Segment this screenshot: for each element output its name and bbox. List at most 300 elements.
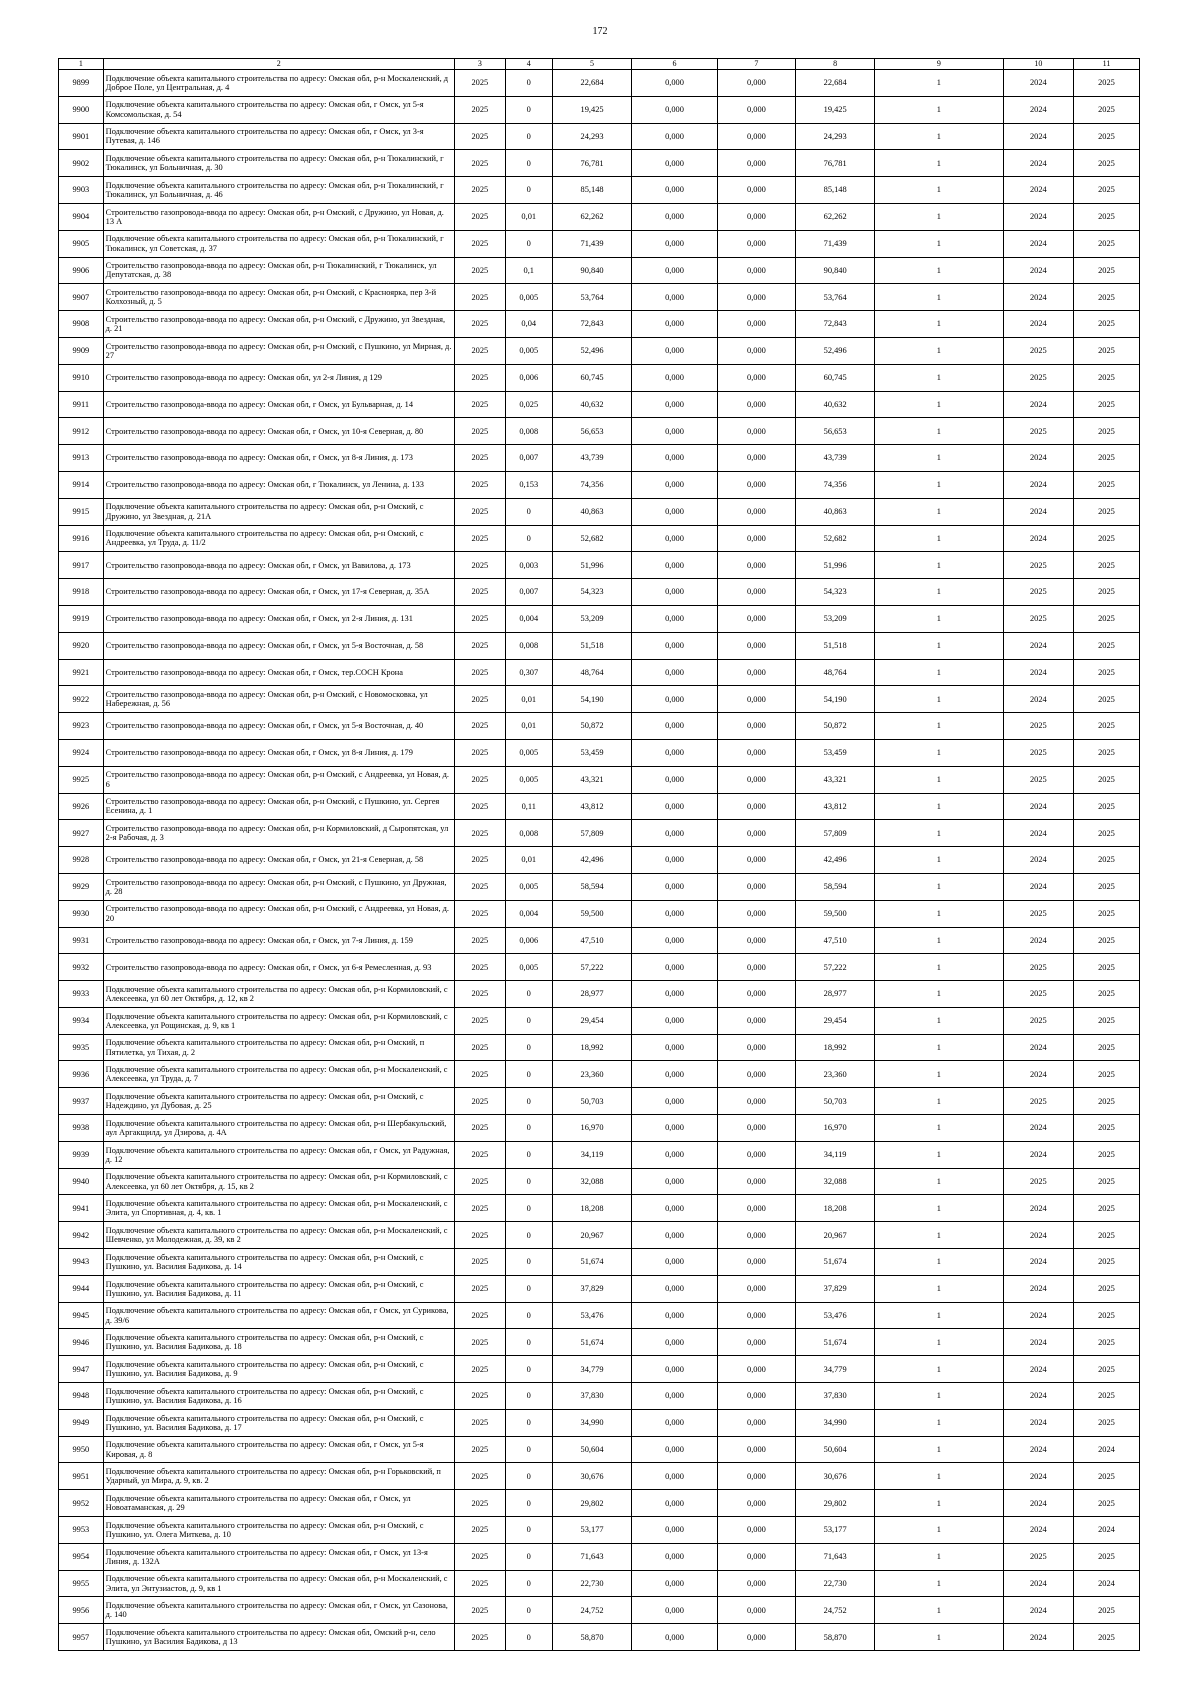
cell-length: 0,003: [505, 552, 552, 579]
cell-end-year: 2025: [1073, 1061, 1139, 1088]
cell-cost-total: 58,594: [552, 873, 632, 900]
cell-cost-col-7: 0,000: [717, 471, 796, 498]
cell-quantity: 1: [875, 659, 1004, 686]
cell-start-year: 2025: [1003, 337, 1073, 364]
cell-cost-col-6: 0,000: [632, 230, 717, 257]
cell-cost-col-7: 0,000: [717, 1275, 796, 1302]
cell-object-description: Подключение объекта капитального строительства по адресу: Омская обл, р-н Омский, с Пушкино, ул. Василия Бадикова, д. 9: [103, 1356, 454, 1383]
cell-year: 2025: [454, 445, 505, 472]
cell-cost-col-7: 0,000: [717, 230, 796, 257]
cell-cost-col-8: 51,996: [796, 552, 875, 579]
cell-year: 2025: [454, 284, 505, 311]
table-header: [59, 59, 1140, 70]
cell-row-number: 9951: [59, 1463, 104, 1490]
cell-quantity: 1: [875, 686, 1004, 713]
cell-row-number: 9943: [59, 1249, 104, 1276]
cell-cost-total: 51,996: [552, 552, 632, 579]
cell-start-year: 2024: [1003, 1517, 1073, 1544]
cell-quantity: 1: [875, 1061, 1004, 1088]
table-row: [59, 257, 1140, 284]
cell-object-description: Подключение объекта капитального строительства по адресу: Омская обл, г Омск, ул 3-я Путевая, д. 146: [103, 123, 454, 150]
cell-cost-total: 52,682: [552, 525, 632, 552]
cell-cost-col-8: 72,843: [796, 311, 875, 338]
table-row: [59, 1436, 1140, 1463]
cell-cost-col-7: 0,000: [717, 391, 796, 418]
cell-length: 0: [505, 1061, 552, 1088]
cell-length: 0: [505, 1222, 552, 1249]
cell-cost-total: 53,764: [552, 284, 632, 311]
table-row: [59, 471, 1140, 498]
cell-cost-col-6: 0,000: [632, 1409, 717, 1436]
cell-end-year: 2025: [1073, 847, 1139, 874]
cell-cost-col-6: 0,000: [632, 1275, 717, 1302]
cell-cost-col-7: 0,000: [717, 1249, 796, 1276]
cell-start-year: 2024: [1003, 391, 1073, 418]
table-row: [59, 1195, 1140, 1222]
cell-cost-col-8: 18,992: [796, 1034, 875, 1061]
cell-length: 0: [505, 1168, 552, 1195]
cell-cost-total: 30,676: [552, 1463, 632, 1490]
table-row: [59, 900, 1140, 927]
cell-length: 0: [505, 1517, 552, 1544]
cell-cost-col-6: 0,000: [632, 1517, 717, 1544]
cell-start-year: 2024: [1003, 1570, 1073, 1597]
cell-cost-col-8: 20,967: [796, 1222, 875, 1249]
cell-start-year: 2024: [1003, 1034, 1073, 1061]
cell-quantity: 1: [875, 739, 1004, 766]
cell-object-description: Строительство газопровода-ввода по адресу: Омская обл, р-н Омский, с Красноярка, пер 3-й Колхозный, д. 5: [103, 284, 454, 311]
cell-object-description: Строительство газопровода-ввода по адресу: Омская обл, г Омск, ул Вавилова, д. 173: [103, 552, 454, 579]
cell-object-description: Подключение объекта капитального строительства по адресу: Омская обл, р-н Горьковский, п Ударный, ул Мира, д. 9, кв. 2: [103, 1463, 454, 1490]
cell-start-year: 2024: [1003, 873, 1073, 900]
cell-cost-col-8: 18,208: [796, 1195, 875, 1222]
cell-start-year: 2025: [1003, 739, 1073, 766]
cell-cost-col-6: 0,000: [632, 793, 717, 820]
cell-cost-col-6: 0,000: [632, 498, 717, 525]
cell-cost-col-7: 0,000: [717, 820, 796, 847]
cell-cost-col-6: 0,000: [632, 686, 717, 713]
cell-cost-total: 57,809: [552, 820, 632, 847]
cell-end-year: 2025: [1073, 1222, 1139, 1249]
cell-cost-col-6: 0,000: [632, 445, 717, 472]
cell-quantity: 1: [875, 552, 1004, 579]
cell-end-year: 2025: [1073, 659, 1139, 686]
cell-length: 0,153: [505, 471, 552, 498]
cell-cost-col-7: 0,000: [717, 927, 796, 954]
cell-length: 0: [505, 70, 552, 97]
cell-end-year: 2025: [1073, 1329, 1139, 1356]
cell-quantity: 1: [875, 391, 1004, 418]
cell-cost-total: 50,604: [552, 1436, 632, 1463]
table-row: [59, 391, 1140, 418]
cell-row-number: 9925: [59, 766, 104, 793]
cell-year: 2025: [454, 391, 505, 418]
cell-cost-total: 53,209: [552, 605, 632, 632]
cell-start-year: 2025: [1003, 1543, 1073, 1570]
cell-row-number: 9913: [59, 445, 104, 472]
cell-cost-total: 43,812: [552, 793, 632, 820]
cell-end-year: 2025: [1073, 579, 1139, 606]
cell-cost-total: 57,222: [552, 954, 632, 981]
cell-cost-col-6: 0,000: [632, 1222, 717, 1249]
cell-quantity: 1: [875, 123, 1004, 150]
cell-quantity: 1: [875, 284, 1004, 311]
cell-end-year: 2025: [1073, 123, 1139, 150]
cell-object-description: Строительство газопровода-ввода по адресу: Омская обл, р-н Омский, с Пушкино, ул. Сергея Есенина, д. 1: [103, 793, 454, 820]
cell-quantity: 1: [875, 418, 1004, 445]
cell-row-number: 9957: [59, 1624, 104, 1651]
cell-cost-total: 34,990: [552, 1409, 632, 1436]
cell-cost-col-6: 0,000: [632, 1543, 717, 1570]
cell-end-year: 2025: [1073, 1543, 1139, 1570]
cell-cost-col-8: 37,830: [796, 1383, 875, 1410]
cell-quantity: 1: [875, 1409, 1004, 1436]
cell-cost-total: 51,674: [552, 1329, 632, 1356]
column-header-4: 4: [505, 59, 552, 70]
cell-length: 0,01: [505, 713, 552, 740]
cell-length: 0,006: [505, 927, 552, 954]
column-header-9: 9: [875, 59, 1004, 70]
cell-cost-col-7: 0,000: [717, 257, 796, 284]
cell-cost-col-8: 58,594: [796, 873, 875, 900]
table-row: [59, 70, 1140, 97]
cell-row-number: 9947: [59, 1356, 104, 1383]
cell-object-description: Подключение объекта капитального строительства по адресу: Омская обл, р-н Омский, с Пушкино, ул. Василия Бадикова, д. 11: [103, 1275, 454, 1302]
cell-cost-col-8: 48,764: [796, 659, 875, 686]
cell-end-year: 2025: [1073, 337, 1139, 364]
cell-end-year: 2024: [1073, 1436, 1139, 1463]
cell-row-number: 9908: [59, 311, 104, 338]
cell-quantity: 1: [875, 1543, 1004, 1570]
cell-year: 2025: [454, 1168, 505, 1195]
cell-start-year: 2025: [1003, 981, 1073, 1008]
cell-start-year: 2024: [1003, 177, 1073, 204]
table-row: [59, 1007, 1140, 1034]
cell-year: 2025: [454, 1088, 505, 1115]
cell-cost-col-8: 59,500: [796, 900, 875, 927]
cell-object-description: Подключение объекта капитального строительства по адресу: Омская обл, р-н Шербакульский, аул Аргакщилд, ул Дзирова, д. 4А: [103, 1115, 454, 1142]
cell-quantity: 1: [875, 1490, 1004, 1517]
cell-end-year: 2025: [1073, 1624, 1139, 1651]
cell-cost-col-8: 22,684: [796, 70, 875, 97]
cell-cost-total: 18,992: [552, 1034, 632, 1061]
cell-object-description: Подключение объекта капитального строительства по адресу: Омская обл, р-н Омский, с Пушкино, ул. Василия Бадикова, д. 14: [103, 1249, 454, 1276]
cell-cost-col-8: 74,356: [796, 471, 875, 498]
cell-year: 2025: [454, 525, 505, 552]
cell-cost-col-8: 51,674: [796, 1329, 875, 1356]
cell-start-year: 2024: [1003, 471, 1073, 498]
cell-cost-col-8: 90,840: [796, 257, 875, 284]
cell-quantity: 1: [875, 900, 1004, 927]
cell-length: 0,025: [505, 391, 552, 418]
cell-year: 2025: [454, 605, 505, 632]
cell-cost-col-8: 40,863: [796, 498, 875, 525]
cell-start-year: 2025: [1003, 1088, 1073, 1115]
cell-cost-col-8: 29,802: [796, 1490, 875, 1517]
cell-cost-col-7: 0,000: [717, 364, 796, 391]
table-row: [59, 1115, 1140, 1142]
cell-end-year: 2025: [1073, 284, 1139, 311]
cell-quantity: 1: [875, 1168, 1004, 1195]
cell-start-year: 2025: [1003, 1168, 1073, 1195]
cell-start-year: 2024: [1003, 847, 1073, 874]
cell-cost-col-7: 0,000: [717, 1302, 796, 1329]
cell-row-number: 9956: [59, 1597, 104, 1624]
cell-cost-col-7: 0,000: [717, 498, 796, 525]
table-row: [59, 177, 1140, 204]
cell-start-year: 2024: [1003, 1141, 1073, 1168]
cell-year: 2025: [454, 1249, 505, 1276]
cell-cost-total: 37,830: [552, 1383, 632, 1410]
cell-end-year: 2024: [1073, 1570, 1139, 1597]
cell-object-description: Подключение объекта капитального строительства по адресу: Омская обл, р-н Кормиловский, с Алексеевка, ул 60 лет Октября, д. 12, кв 2: [103, 981, 454, 1008]
cell-start-year: 2024: [1003, 1302, 1073, 1329]
table-row: [59, 203, 1140, 230]
cell-cost-col-6: 0,000: [632, 1624, 717, 1651]
column-header-8: 8: [796, 59, 875, 70]
cell-cost-col-7: 0,000: [717, 1570, 796, 1597]
column-header-3: 3: [454, 59, 505, 70]
cell-end-year: 2025: [1073, 632, 1139, 659]
cell-row-number: 9946: [59, 1329, 104, 1356]
cell-cost-col-8: 28,977: [796, 981, 875, 1008]
cell-cost-col-6: 0,000: [632, 900, 717, 927]
cell-object-description: Подключение объекта капитального строительства по адресу: Омская обл, р-н Тюкалинский, г Тюкалинск, ул Советская, д. 37: [103, 230, 454, 257]
cell-cost-total: 34,119: [552, 1141, 632, 1168]
register-table: [58, 58, 1140, 1651]
cell-object-description: Подключение объекта капитального строительства по адресу: Омская обл, р-н Омский, с Андреевка, ул Труда, д. 11/2: [103, 525, 454, 552]
cell-start-year: 2024: [1003, 686, 1073, 713]
cell-object-description: Строительство газопровода-ввода по адресу: Омская обл, ул 2-я Линия, д 129: [103, 364, 454, 391]
table-row: [59, 1517, 1140, 1544]
cell-quantity: 1: [875, 605, 1004, 632]
cell-object-description: Строительство газопровода-ввода по адресу: Омская обл, г Омск, ул 8-я Линия, д. 179: [103, 739, 454, 766]
cell-quantity: 1: [875, 1007, 1004, 1034]
cell-cost-total: 54,190: [552, 686, 632, 713]
cell-cost-col-6: 0,000: [632, 1302, 717, 1329]
cell-object-description: Подключение объекта капитального строительства по адресу: Омская обл, Омский р-н, село Пушкино, ул Василия Бадикова, д 13: [103, 1624, 454, 1651]
cell-cost-total: 74,356: [552, 471, 632, 498]
cell-quantity: 1: [875, 150, 1004, 177]
cell-cost-col-8: 53,209: [796, 605, 875, 632]
cell-year: 2025: [454, 659, 505, 686]
cell-quantity: 1: [875, 927, 1004, 954]
cell-quantity: 1: [875, 1570, 1004, 1597]
cell-cost-total: 53,459: [552, 739, 632, 766]
table-row: [59, 552, 1140, 579]
cell-length: 0,008: [505, 418, 552, 445]
cell-cost-col-8: 53,459: [796, 739, 875, 766]
cell-row-number: 9954: [59, 1543, 104, 1570]
cell-cost-col-8: 85,148: [796, 177, 875, 204]
cell-end-year: 2025: [1073, 1356, 1139, 1383]
cell-length: 0: [505, 1275, 552, 1302]
cell-year: 2025: [454, 96, 505, 123]
cell-cost-total: 90,840: [552, 257, 632, 284]
cell-cost-col-6: 0,000: [632, 70, 717, 97]
table-row: [59, 96, 1140, 123]
cell-start-year: 2024: [1003, 123, 1073, 150]
table-row: [59, 1222, 1140, 1249]
cell-cost-col-6: 0,000: [632, 337, 717, 364]
cell-cost-col-6: 0,000: [632, 1141, 717, 1168]
cell-start-year: 2024: [1003, 1490, 1073, 1517]
cell-cost-col-7: 0,000: [717, 686, 796, 713]
table-row: [59, 337, 1140, 364]
cell-object-description: Подключение объекта капитального строительства по адресу: Омская обл, р-н Омский, с Надеждино, ул Дубовая, д. 25: [103, 1088, 454, 1115]
cell-object-description: Строительство газопровода-ввода по адресу: Омская обл, р-н Омский, с Новомосковка, ул Набережная, д. 56: [103, 686, 454, 713]
cell-start-year: 2024: [1003, 1463, 1073, 1490]
cell-length: 0: [505, 1409, 552, 1436]
cell-start-year: 2024: [1003, 525, 1073, 552]
cell-length: 0: [505, 1302, 552, 1329]
table-row: [59, 1141, 1140, 1168]
cell-year: 2025: [454, 954, 505, 981]
cell-row-number: 9931: [59, 927, 104, 954]
cell-start-year: 2024: [1003, 1275, 1073, 1302]
table-row: [59, 686, 1140, 713]
table-row: [59, 1061, 1140, 1088]
cell-length: 0,004: [505, 900, 552, 927]
cell-row-number: 9919: [59, 605, 104, 632]
cell-cost-col-6: 0,000: [632, 257, 717, 284]
cell-start-year: 2024: [1003, 1356, 1073, 1383]
cell-start-year: 2024: [1003, 1222, 1073, 1249]
cell-cost-col-8: 60,745: [796, 364, 875, 391]
cell-quantity: 1: [875, 981, 1004, 1008]
cell-start-year: 2025: [1003, 954, 1073, 981]
cell-length: 0: [505, 96, 552, 123]
cell-start-year: 2024: [1003, 1597, 1073, 1624]
cell-cost-col-7: 0,000: [717, 954, 796, 981]
cell-cost-col-6: 0,000: [632, 525, 717, 552]
cell-year: 2025: [454, 337, 505, 364]
cell-cost-col-6: 0,000: [632, 1088, 717, 1115]
cell-cost-col-8: 76,781: [796, 150, 875, 177]
cell-length: 0,008: [505, 820, 552, 847]
cell-row-number: 9924: [59, 739, 104, 766]
cell-end-year: 2025: [1073, 96, 1139, 123]
cell-year: 2025: [454, 1597, 505, 1624]
cell-length: 0: [505, 525, 552, 552]
cell-end-year: 2025: [1073, 311, 1139, 338]
cell-cost-col-8: 19,425: [796, 96, 875, 123]
cell-cost-total: 53,476: [552, 1302, 632, 1329]
cell-start-year: 2024: [1003, 70, 1073, 97]
cell-year: 2025: [454, 1356, 505, 1383]
cell-cost-col-7: 0,000: [717, 659, 796, 686]
cell-year: 2025: [454, 739, 505, 766]
cell-row-number: 9912: [59, 418, 104, 445]
cell-object-description: Подключение объекта капитального строительства по адресу: Омская обл, р-н Омский, с Пушкино, ул. Василия Бадикова, д. 16: [103, 1383, 454, 1410]
cell-quantity: 1: [875, 1249, 1004, 1276]
cell-object-description: Строительство газопровода-ввода по адресу: Омская обл, р-н Омский, с Дружино, ул Новая, д. 13 А: [103, 203, 454, 230]
cell-length: 0: [505, 1141, 552, 1168]
cell-year: 2025: [454, 1275, 505, 1302]
cell-start-year: 2024: [1003, 1624, 1073, 1651]
cell-cost-col-7: 0,000: [717, 1115, 796, 1142]
cell-year: 2025: [454, 1570, 505, 1597]
cell-year: 2025: [454, 1517, 505, 1544]
cell-start-year: 2024: [1003, 96, 1073, 123]
table-row: [59, 1329, 1140, 1356]
cell-cost-col-7: 0,000: [717, 766, 796, 793]
cell-year: 2025: [454, 364, 505, 391]
cell-cost-col-8: 34,779: [796, 1356, 875, 1383]
cell-object-description: Подключение объекта капитального строительства по адресу: Омская обл, р-н Москаленский, д Доброе Поле, ул Центральная, д. 4: [103, 70, 454, 97]
cell-object-description: Строительство газопровода-ввода по адресу: Омская обл, г Омск, ул 5-я Восточная, д. 40: [103, 713, 454, 740]
cell-object-description: Строительство газопровода-ввода по адресу: Омская обл, р-н Омский, с Дружино, ул Звездная, д. 21: [103, 311, 454, 338]
cell-cost-total: 29,802: [552, 1490, 632, 1517]
cell-row-number: 9941: [59, 1195, 104, 1222]
column-header-10: 10: [1003, 59, 1073, 70]
cell-end-year: 2025: [1073, 1275, 1139, 1302]
cell-quantity: 1: [875, 1115, 1004, 1142]
cell-year: 2025: [454, 418, 505, 445]
cell-year: 2025: [454, 1624, 505, 1651]
cell-length: 0,01: [505, 203, 552, 230]
cell-cost-col-7: 0,000: [717, 847, 796, 874]
cell-start-year: 2024: [1003, 820, 1073, 847]
table-row: [59, 1597, 1140, 1624]
cell-year: 2025: [454, 498, 505, 525]
cell-cost-col-8: 23,360: [796, 1061, 875, 1088]
cell-cost-col-8: 58,870: [796, 1624, 875, 1651]
cell-cost-col-8: 43,739: [796, 445, 875, 472]
cell-cost-col-7: 0,000: [717, 1222, 796, 1249]
cell-row-number: 9910: [59, 364, 104, 391]
cell-cost-total: 76,781: [552, 150, 632, 177]
cell-cost-col-8: 37,829: [796, 1275, 875, 1302]
cell-cost-total: 22,730: [552, 1570, 632, 1597]
cell-row-number: 9909: [59, 337, 104, 364]
cell-end-year: 2025: [1073, 1115, 1139, 1142]
cell-cost-total: 19,425: [552, 96, 632, 123]
cell-length: 0,005: [505, 873, 552, 900]
cell-cost-total: 62,262: [552, 203, 632, 230]
cell-cost-total: 24,752: [552, 1597, 632, 1624]
cell-year: 2025: [454, 257, 505, 284]
cell-row-number: 9935: [59, 1034, 104, 1061]
cell-cost-col-7: 0,000: [717, 900, 796, 927]
cell-cost-col-8: 62,262: [796, 203, 875, 230]
cell-row-number: 9948: [59, 1383, 104, 1410]
cell-row-number: 9904: [59, 203, 104, 230]
cell-year: 2025: [454, 873, 505, 900]
cell-cost-total: 43,321: [552, 766, 632, 793]
cell-row-number: 9927: [59, 820, 104, 847]
cell-quantity: 1: [875, 1383, 1004, 1410]
table-row: [59, 364, 1140, 391]
cell-cost-col-7: 0,000: [717, 713, 796, 740]
cell-start-year: 2024: [1003, 927, 1073, 954]
cell-length: 0,01: [505, 686, 552, 713]
cell-cost-col-8: 47,510: [796, 927, 875, 954]
cell-year: 2025: [454, 1141, 505, 1168]
cell-cost-col-7: 0,000: [717, 739, 796, 766]
cell-end-year: 2025: [1073, 1034, 1139, 1061]
cell-end-year: 2025: [1073, 1597, 1139, 1624]
cell-object-description: Подключение объекта капитального строительства по адресу: Омская обл, г Омск, ул 5-я Кировая, д. 8: [103, 1436, 454, 1463]
cell-cost-total: 29,454: [552, 1007, 632, 1034]
cell-cost-col-7: 0,000: [717, 445, 796, 472]
table-row: [59, 1275, 1140, 1302]
cell-length: 0,11: [505, 793, 552, 820]
cell-object-description: Строительство газопровода-ввода по адресу: Омская обл, г Омск, ул 2-я Линия, д. 131: [103, 605, 454, 632]
cell-cost-total: 47,510: [552, 927, 632, 954]
cell-length: 0: [505, 1490, 552, 1517]
cell-cost-col-6: 0,000: [632, 1195, 717, 1222]
